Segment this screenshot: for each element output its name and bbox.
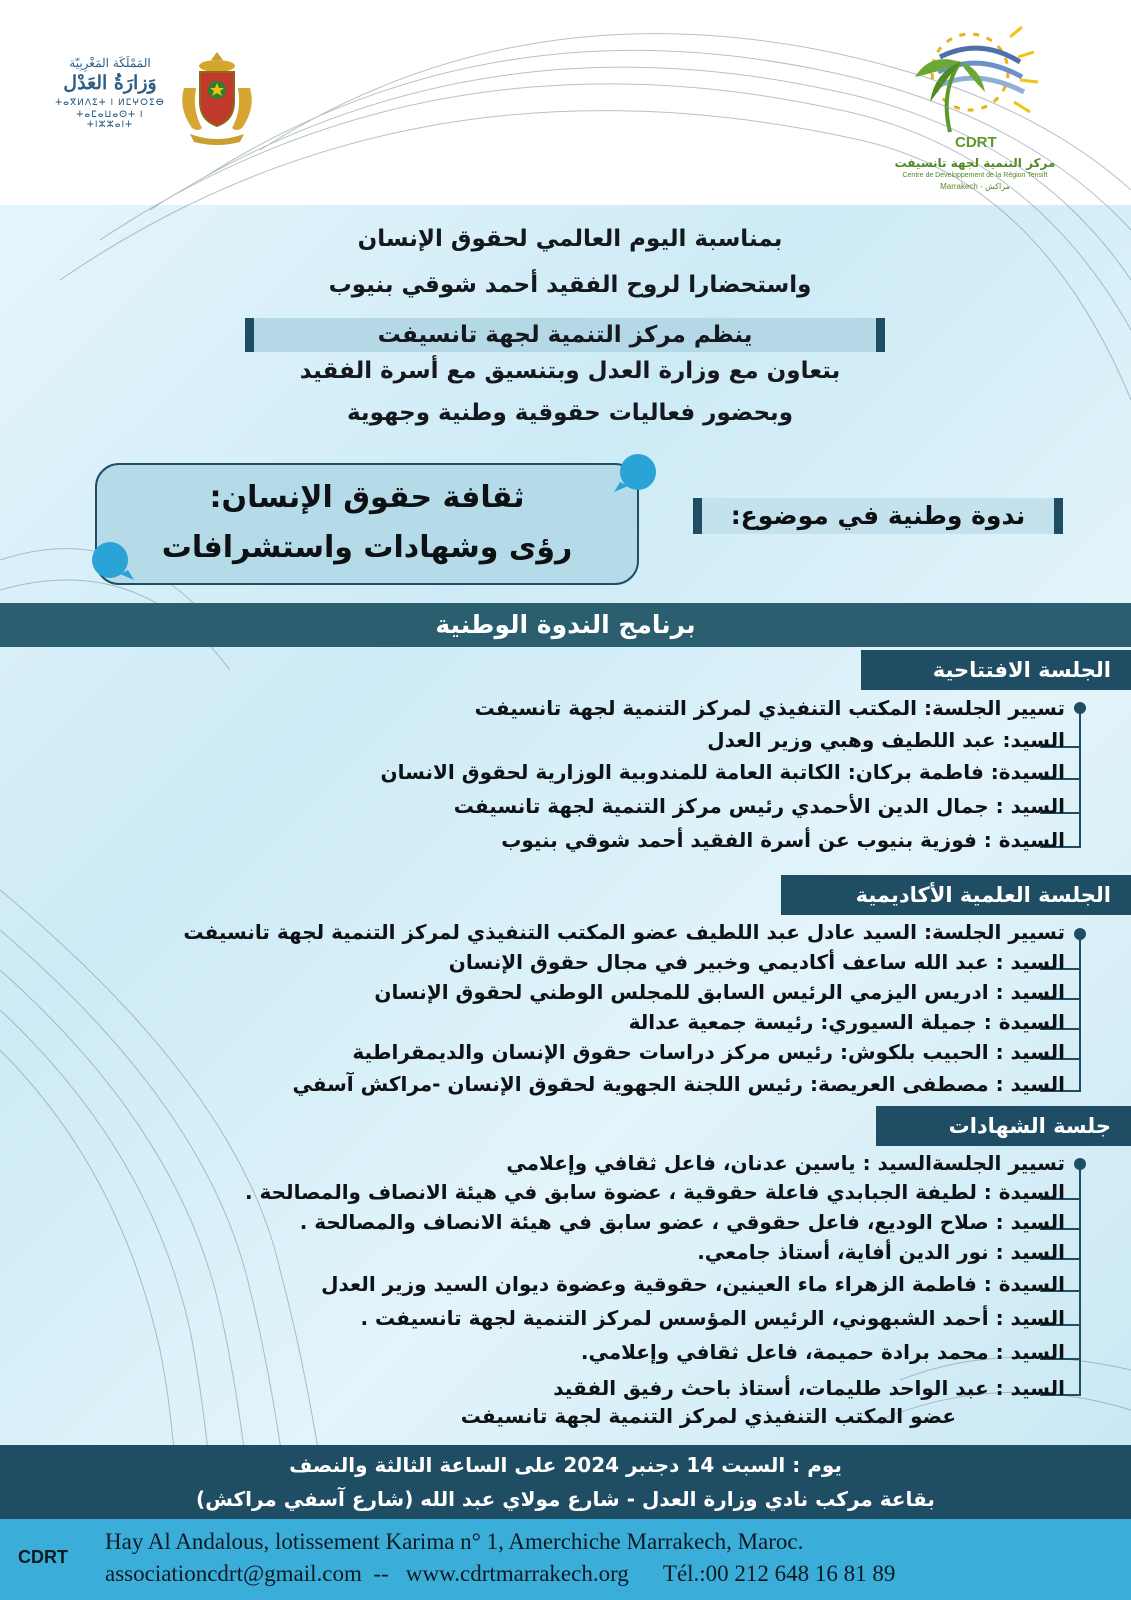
session1-item: السيد: عبد اللطيف وهبي وزير العدل [707,728,1065,752]
speech-bubble-icon [88,540,134,580]
cdrt-arabic-name: مركز التنمية لجهة تانسيفت [894,156,1056,170]
theme-line2: رؤى وشهادات واستشرافات [161,530,573,565]
session3-item-continuation: عضو المكتب التنفيذي لمركز التنمية لجهة تانسيفت [460,1404,956,1428]
event-date: يوم : السبت 14 دجنبر 2024 على الساعة الثالثة والنصف [289,1453,842,1477]
program-band [0,603,1131,647]
footer-address: Hay Al Andalous, lotissement Karima n° 1, Amerchiche Marrakech, Maroc. [105,1529,804,1554]
seminar-label: ندوة وطنية في موضوع: [730,501,1026,530]
session-line [1079,932,1081,1092]
cdrt-city: Marrakech - مراكش [940,182,1010,191]
cdrt-name: CDRT [955,134,997,151]
session-title-academic: الجلسة العلمية الأكاديمية [781,875,1131,915]
footer [0,1519,1131,1600]
session3-item: السيد : نور الدين أفاية، أستاذ جامعي. [697,1240,1065,1264]
bullet-dot [1074,702,1086,714]
session2-item: السيدة : جميلة السيوري: رئيسة جمعية عدالة [628,1010,1065,1034]
session2-item: السيد : ادريس اليزمي الرئيس السابق للمجلس الوطني لحقوق الإنسان [374,980,1065,1004]
event-date-band [0,1445,1131,1519]
session1-item: السيد : جمال الدين الأحمدي رئيس مركز التنمية لجهة تانسيفت [453,794,1065,818]
ministry-line3: ⵜⴰⴳⵍⴷⵉⵜ ⵏ ⵍⵎⵖⵔⵉⴱ [55,98,165,108]
ministry-line2: وَزارَةُ العَدْل [63,72,157,94]
session2-item: السيد : عبد الله ساعف أكاديمي وخبير في مجال حقوق الإنسان [448,950,1065,974]
seminar-label-band [693,498,1063,534]
bullet-dot [1074,928,1086,940]
session1-item: السيدة : فوزية بنيوب عن أسرة الفقيد أحمد شوقي بنيوب [501,828,1065,852]
session1-item: السيدة: فاطمة بركان: الكاتبة العامة للمندوبية الوزارية لحقوق الانسان [380,760,1065,784]
session2-item: تسيير الجلسة: السيد عادل عبد اللطيف عضو المكتب التنفيذي لمركز التنمية لجهة تانسيفت [183,920,1065,944]
organizer-band [245,318,885,352]
session2-item: السيد : مصطفى العريصة: رئيس اللجنة الجهوية لحقوق الإنسان -مراكش آسفي [292,1072,1065,1096]
session3-item: السيد : أحمد الشبهوني، الرئيس المؤسس لمركز التنمية لجهة تانسيفت . [360,1306,1065,1330]
session3-item: السيدة : فاطمة الزهراء ماء العينين، حقوقية وعضوة ديوان السيد وزير العدل [321,1272,1065,1296]
theme-line1: ثقافة حقوق الإنسان: [209,480,525,515]
session1-item: تسيير الجلسة: المكتب التنفيذي لمركز التنمية لجهة تانسيفت [474,696,1065,720]
footer-contact: associationcdrt@gmail.com -- www.cdrtmarrakech.org Tél.:00 212 648 16 81 89 [105,1561,896,1586]
session3-item: تسيير الجلسةالسيد : ياسين عدنان، فاعل ثقافي وإعلامي [506,1151,1065,1175]
cdrt-french-name: Centre de Développement de la Région Tensift [902,172,1048,179]
event-venue: بقاعة مركب نادي وزارة العدل - شارع مولاي عبد الله (شارع آسفي مراكش) [196,1487,935,1511]
ministry-line4: ⵜⴰⵎⴰⵡⴰⵙⵜ ⵏ ⵜⵏⵣⵣⴰⵏⵜ [76,110,144,130]
program-title: برنامج الندوة الوطنية [435,610,696,639]
ministry-line1: المَمْلَكَة المَغْرِبِيّة [69,56,151,70]
footer-brand: CDRT [18,1547,68,1567]
intro-line3: ينظم مركز التنمية لجهة تانسيفت [377,322,753,348]
intro-line1: بمناسبة اليوم العالمي لحقوق الإنسان [357,226,783,252]
session3-item: السيدة : لطيفة الجبابدي فاعلة حقوقية ، عضوة سابق في هيئة الانصاف والمصالحة . [244,1180,1065,1204]
session3-item: السيد : محمد برادة حميمة، فاعل ثقافي وإعلامي. [580,1340,1065,1364]
session-title-opening: الجلسة الافتتاحية [861,650,1131,690]
bullet-dot [1074,1158,1086,1170]
intro-line4: بتعاون مع وزارة العدل وبتنسيق مع أسرة الفقيد [299,358,841,384]
session-title-testimonies: جلسة الشهادات [876,1106,1131,1146]
session3-item: السيد : عبد الواحد طليمات، أستاذ باحث رفيق الفقيد [553,1376,1065,1400]
intro-line2: واستحضارا لروح الفقيد أحمد شوقي بنيوب [328,272,812,298]
speech-bubble-icon [614,452,660,492]
theme-box [95,463,639,585]
session2-item: السيد : الحبيب بلكوش: رئيس مركز دراسات حقوق الإنسان والديمقراطية [352,1040,1065,1064]
session3-item: السيد : صلاح الوديع، فاعل حقوقي ، عضو سابق في هيئة الانصاف والمصالحة . [299,1210,1065,1234]
intro-line5: وبحضور فعاليات حقوقية وطنية وجهوية [346,400,793,426]
